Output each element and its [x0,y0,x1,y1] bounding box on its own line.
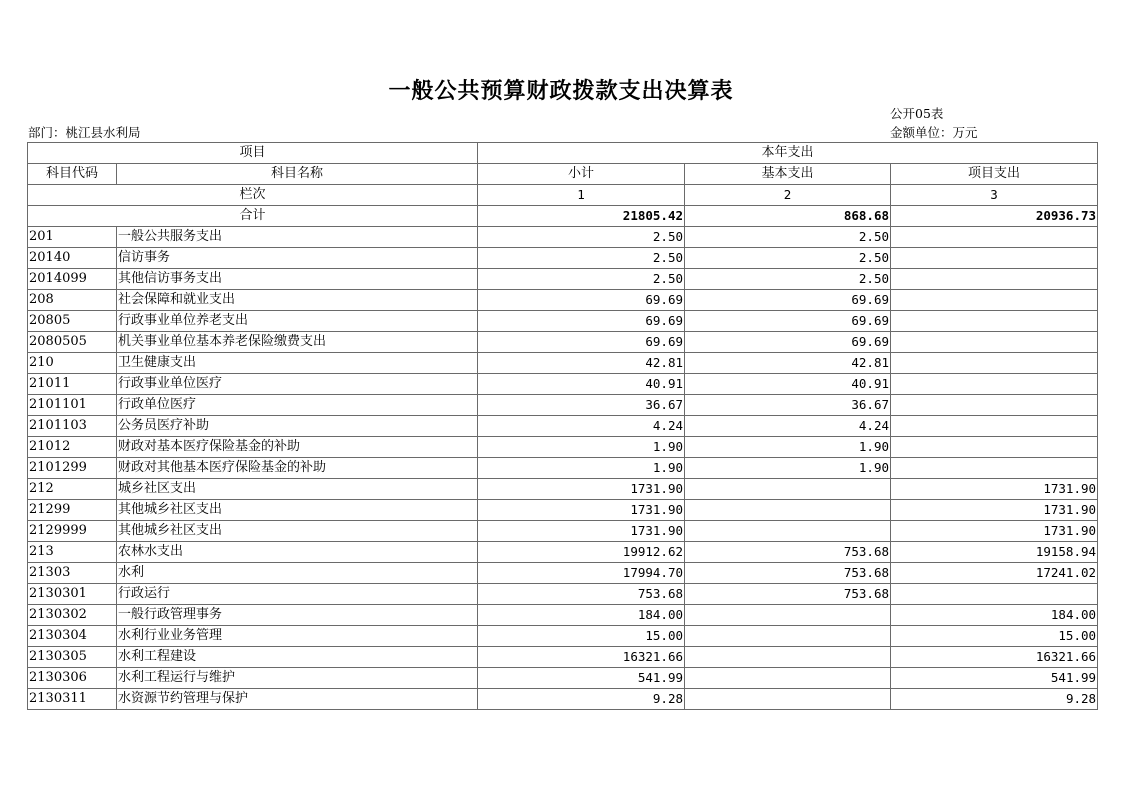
cell-basic [685,500,891,521]
cell-basic [685,521,891,542]
cell-name: 农林水支出 [117,542,478,563]
cell-basic: 36.67 [685,395,891,416]
header-item: 项目 [28,143,478,164]
cell-code: 2130305 [28,647,117,668]
cell-name: 水利 [117,563,478,584]
header-name: 科目名称 [117,164,478,185]
cell-name: 行政事业单位医疗 [117,374,478,395]
header-col-2: 2 [685,185,891,206]
table-row [28,668,1098,689]
cell-subtotal: 1731.90 [478,479,685,500]
cell-name: 水利工程建设 [117,647,478,668]
cell-project [891,290,1098,311]
cell-subtotal: 184.00 [478,605,685,626]
cell-code: 20140 [28,248,117,269]
cell-code: 2014099 [28,269,117,290]
cell-subtotal: 2.50 [478,227,685,248]
cell-subtotal: 19912.62 [478,542,685,563]
cell-name: 信访事务 [117,248,478,269]
cell-basic [685,668,891,689]
cell-basic [685,626,891,647]
cell-code: 201 [28,227,117,248]
cell-project [891,584,1098,605]
table-row [28,689,1098,710]
table-row [28,290,1098,311]
cell-code: 21303 [28,563,117,584]
cell-project: 15.00 [891,626,1098,647]
cell-code: 2101101 [28,395,117,416]
table-row [28,374,1098,395]
table-row [28,416,1098,437]
total-label: 合计 [28,206,478,227]
cell-code: 2101103 [28,416,117,437]
cell-name: 社会保障和就业支出 [117,290,478,311]
cell-basic: 753.68 [685,584,891,605]
table-row [28,647,1098,668]
table-row [28,605,1098,626]
cell-code: 2130302 [28,605,117,626]
cell-name: 卫生健康支出 [117,353,478,374]
cell-code: 2130304 [28,626,117,647]
cell-project [891,374,1098,395]
page-title: 一般公共预算财政拨款支出决算表 [388,78,734,104]
cell-code: 20805 [28,311,117,332]
cell-code: 2129999 [28,521,117,542]
cell-subtotal: 42.81 [478,353,685,374]
cell-subtotal: 15.00 [478,626,685,647]
cell-project: 16321.66 [891,647,1098,668]
cell-basic: 69.69 [685,332,891,353]
cell-basic: 1.90 [685,458,891,479]
cell-project [891,395,1098,416]
cell-code: 208 [28,290,117,311]
header-col-1: 1 [478,185,685,206]
header-current-year: 本年支出 [478,143,1098,164]
cell-project [891,269,1098,290]
header-subtotal: 小计 [478,164,685,185]
cell-subtotal: 4.24 [478,416,685,437]
table-row [28,311,1098,332]
table-row [28,542,1098,563]
expenditure-table [27,142,1098,710]
cell-project [891,311,1098,332]
cell-name: 水利行业业务管理 [117,626,478,647]
total-row [28,206,1098,227]
cell-subtotal: 2.50 [478,248,685,269]
cell-name: 城乡社区支出 [117,479,478,500]
cell-project [891,416,1098,437]
table-row [28,269,1098,290]
cell-subtotal: 1731.90 [478,500,685,521]
cell-basic: 40.91 [685,374,891,395]
header-col-3: 3 [891,185,1098,206]
table-row [28,584,1098,605]
cell-project: 1731.90 [891,521,1098,542]
cell-subtotal: 69.69 [478,290,685,311]
cell-project: 19158.94 [891,542,1098,563]
cell-name: 公务员医疗补助 [117,416,478,437]
table-row [28,227,1098,248]
cell-basic: 753.68 [685,542,891,563]
table-row [28,248,1098,269]
cell-project [891,227,1098,248]
total-project: 20936.73 [891,206,1098,227]
table-row [28,521,1098,542]
cell-name: 一般公共服务支出 [117,227,478,248]
table-row [28,458,1098,479]
cell-basic: 2.50 [685,227,891,248]
cell-project: 1731.90 [891,500,1098,521]
total-subtotal: 21805.42 [478,206,685,227]
cell-project: 1731.90 [891,479,1098,500]
cell-subtotal: 16321.66 [478,647,685,668]
amount-unit-label: 金额单位：万元 [890,125,978,140]
cell-basic: 2.50 [685,269,891,290]
cell-basic: 69.69 [685,311,891,332]
cell-basic: 2.50 [685,248,891,269]
cell-code: 2130301 [28,584,117,605]
cell-code: 21299 [28,500,117,521]
cell-project [891,437,1098,458]
cell-code: 21012 [28,437,117,458]
cell-name: 一般行政管理事务 [117,605,478,626]
cell-code: 212 [28,479,117,500]
table-row [28,353,1098,374]
department-label: 部门：桃江县水利局 [28,125,141,140]
table-row [28,437,1098,458]
cell-name: 行政单位医疗 [117,395,478,416]
header-row-columns [28,164,1098,185]
cell-project: 184.00 [891,605,1098,626]
cell-basic [685,689,891,710]
table-row [28,395,1098,416]
cell-code: 213 [28,542,117,563]
cell-basic: 4.24 [685,416,891,437]
cell-project: 9.28 [891,689,1098,710]
cell-project [891,332,1098,353]
cell-subtotal: 1731.90 [478,521,685,542]
cell-project: 541.99 [891,668,1098,689]
cell-subtotal: 9.28 [478,689,685,710]
cell-code: 2080505 [28,332,117,353]
cell-name: 财政对其他基本医疗保险基金的补助 [117,458,478,479]
cell-name: 其他城乡社区支出 [117,521,478,542]
cell-subtotal: 69.69 [478,332,685,353]
table-row [28,626,1098,647]
cell-basic: 753.68 [685,563,891,584]
cell-project: 17241.02 [891,563,1098,584]
cell-project [891,353,1098,374]
table-row [28,332,1098,353]
cell-subtotal: 753.68 [478,584,685,605]
cell-subtotal: 1.90 [478,437,685,458]
header-project: 项目支出 [891,164,1098,185]
cell-subtotal: 17994.70 [478,563,685,584]
header-row-index [28,185,1098,206]
cell-subtotal: 541.99 [478,668,685,689]
cell-basic: 42.81 [685,353,891,374]
cell-name: 行政运行 [117,584,478,605]
cell-name: 行政事业单位养老支出 [117,311,478,332]
cell-name: 其他信访事务支出 [117,269,478,290]
cell-code: 2130311 [28,689,117,710]
total-basic: 868.68 [685,206,891,227]
cell-name: 其他城乡社区支出 [117,500,478,521]
header-row-group [28,143,1098,164]
cell-basic [685,647,891,668]
cell-subtotal: 36.67 [478,395,685,416]
cell-code: 21011 [28,374,117,395]
cell-project [891,248,1098,269]
cell-subtotal: 40.91 [478,374,685,395]
table-row [28,479,1098,500]
cell-name: 财政对基本医疗保险基金的补助 [117,437,478,458]
table-row [28,563,1098,584]
cell-name: 机关事业单位基本养老保险缴费支出 [117,332,478,353]
header-basic: 基本支出 [685,164,891,185]
table-row [28,500,1098,521]
cell-project [891,458,1098,479]
cell-code: 2130306 [28,668,117,689]
cell-basic [685,605,891,626]
header-code: 科目代码 [28,164,117,185]
cell-subtotal: 1.90 [478,458,685,479]
cell-subtotal: 2.50 [478,269,685,290]
cell-name: 水利工程运行与维护 [117,668,478,689]
cell-code: 210 [28,353,117,374]
cell-code: 2101299 [28,458,117,479]
header-column-index: 栏次 [28,185,478,206]
cell-basic: 1.90 [685,437,891,458]
cell-subtotal: 69.69 [478,311,685,332]
cell-basic [685,479,891,500]
cell-basic: 69.69 [685,290,891,311]
cell-name: 水资源节约管理与保护 [117,689,478,710]
form-number: 公开05表 [890,106,944,121]
